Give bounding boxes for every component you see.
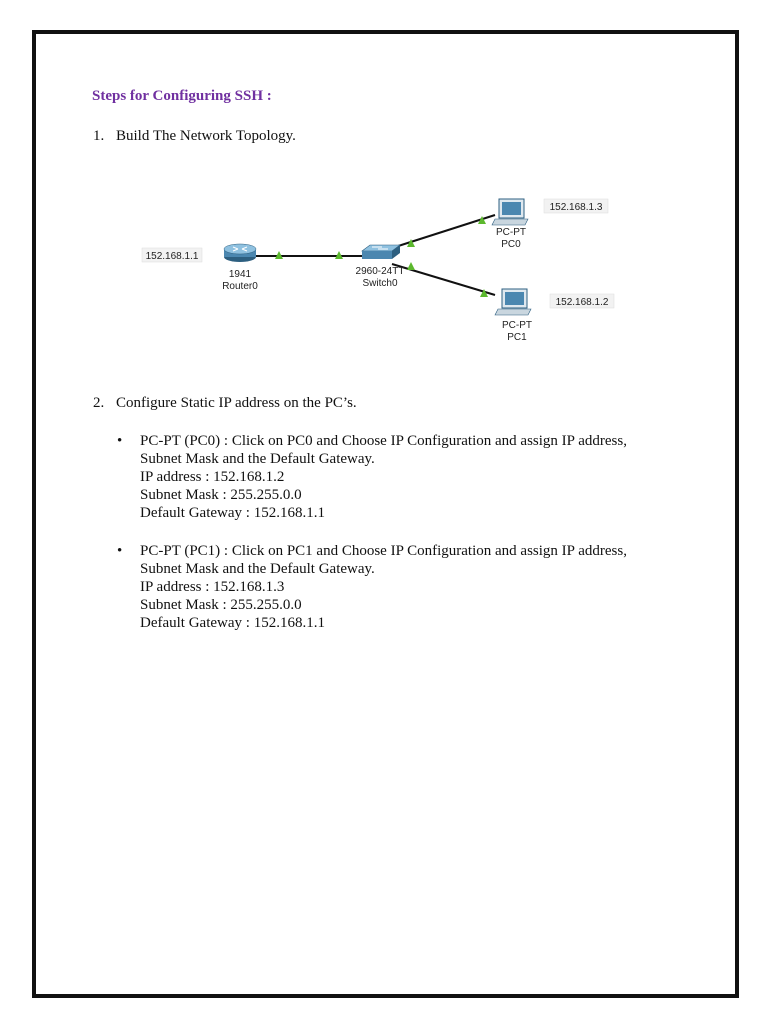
pc0-model-label: PC-PT: [496, 227, 526, 238]
pc0-name-label: PC0: [501, 239, 521, 250]
ip-address-line: IP address : 152.168.1.3: [140, 579, 285, 595]
default-gateway-line: Default Gateway : 152.168.1.1: [140, 615, 325, 631]
pc1-ip-label: 152.168.1.2: [555, 297, 609, 308]
pc1-icon[interactable]: [495, 289, 531, 315]
network-topology-diagram: [130, 185, 630, 355]
bullet-line: PC-PT (PC0) : Click on PC0 and Choose IP Configuration and assign IP address,: [140, 433, 627, 449]
router-model-label: 1941: [228, 269, 252, 280]
step-text: Configure Static IP address on the PC’s.: [116, 395, 357, 411]
pc1-model-label: PC-PT: [502, 320, 532, 331]
subnet-mask-line: Subnet Mask : 255.255.0.0: [140, 597, 302, 613]
router-ip-label: 152.168.1.1: [145, 251, 199, 262]
router-icon[interactable]: [224, 244, 256, 262]
switch-name-label: Switch0: [362, 278, 398, 289]
step-number: 2.: [93, 395, 105, 411]
step-2: [93, 395, 357, 412]
switch-icon[interactable]: [362, 245, 400, 259]
bullet-icon: •: [117, 433, 123, 449]
section-heading: Steps for Configuring SSH :: [92, 88, 272, 104]
ip-address-line: IP address : 152.168.1.2: [140, 469, 285, 485]
bullet-icon: •: [117, 543, 123, 559]
link-switch-pc1: [392, 264, 495, 295]
bullet-item-pc1: [117, 542, 627, 632]
subnet-mask-line: Subnet Mask : 255.255.0.0: [140, 487, 302, 503]
bullet-line: PC-PT (PC1) : Click on PC1 and Choose IP Configuration and assign IP address,: [140, 543, 627, 559]
bullet-item-pc0: [117, 432, 627, 522]
link-switch-pc0: [392, 215, 495, 248]
step-text: Build The Network Topology.: [116, 128, 296, 144]
bullet-line: Subnet Mask and the Default Gateway.: [140, 561, 375, 577]
step-1: [93, 128, 296, 145]
router-name-label: Router0: [222, 281, 258, 292]
switch-model-label: 2960-24TT: [355, 266, 405, 277]
pc0-ip-label: 152.168.1.3: [549, 202, 603, 213]
pc1-name-label: PC1: [507, 332, 527, 343]
bullet-line: Subnet Mask and the Default Gateway.: [140, 451, 375, 467]
pc0-icon[interactable]: [492, 199, 528, 225]
link-status-icon: [407, 262, 415, 270]
default-gateway-line: Default Gateway : 152.168.1.1: [140, 505, 325, 521]
step-number: 1.: [93, 128, 105, 144]
